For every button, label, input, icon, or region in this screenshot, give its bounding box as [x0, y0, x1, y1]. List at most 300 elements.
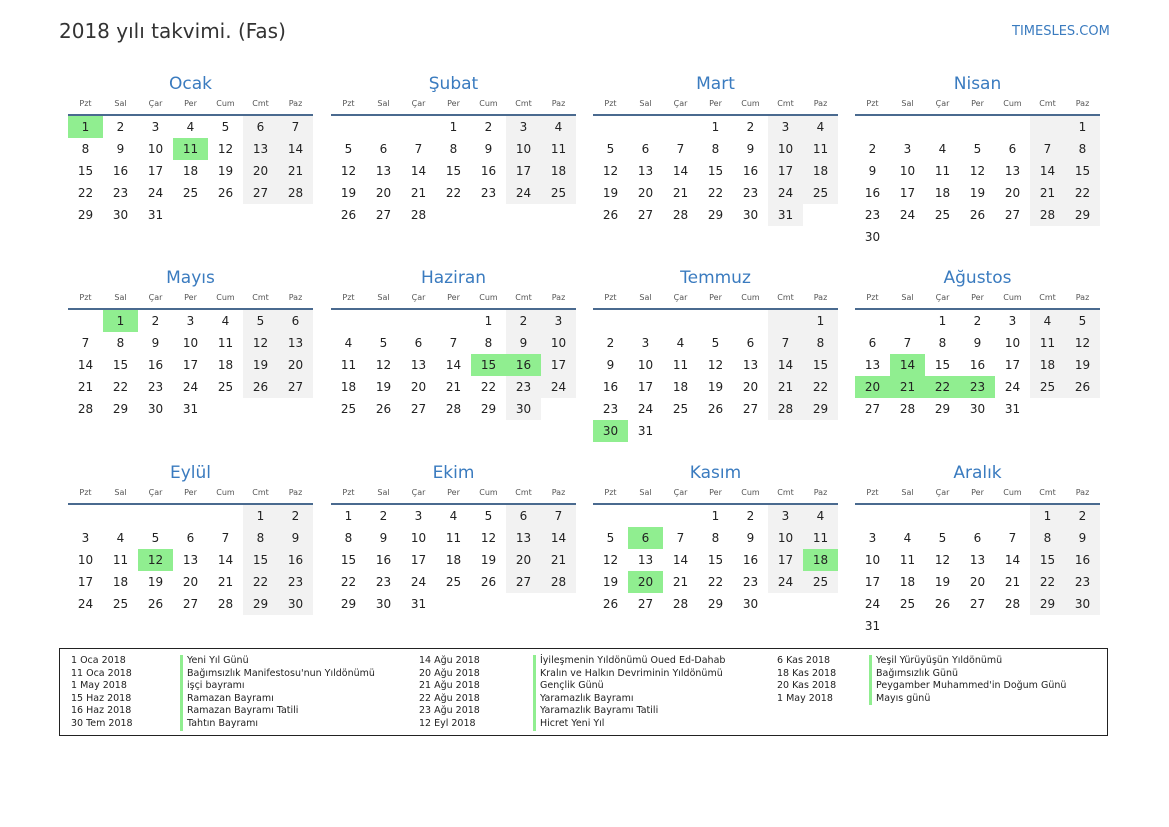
weekday-label: Cmt	[1039, 99, 1056, 108]
month-8	[855, 267, 1100, 420]
day-grid	[68, 116, 313, 226]
legend-dates-col-1	[71, 655, 133, 731]
day-cell: 27	[969, 597, 986, 611]
day-cell: 13	[506, 527, 541, 549]
weekday-label: Cum	[741, 488, 760, 497]
day-cell: 21	[672, 575, 689, 589]
day-cell: 6	[506, 505, 541, 527]
weekday-label: Pzt	[604, 99, 617, 108]
day-cell: 2	[973, 314, 982, 328]
day-cell: 20	[1004, 186, 1021, 200]
holiday-day-cell: 20	[628, 571, 663, 593]
weekday-label: Sal	[901, 293, 914, 302]
day-cell: 13	[182, 553, 199, 567]
weekday-label: Cmt	[515, 99, 532, 108]
legend-date: 18 Kas 2018	[777, 667, 837, 679]
day-cell: 31	[410, 597, 427, 611]
day-cell: 7	[541, 505, 576, 527]
day-cell: 17	[541, 354, 576, 376]
day-cell: 5	[243, 310, 278, 332]
day-cell: 22	[112, 380, 129, 394]
day-cell: 28	[445, 402, 462, 416]
day-cell: 26	[243, 376, 278, 398]
weekday-label: Sal	[114, 293, 127, 302]
weekday-label: Pzt	[866, 293, 879, 302]
day-cell: 21	[1004, 575, 1021, 589]
empty-cell	[401, 310, 436, 332]
day-cell: 7	[81, 336, 90, 350]
weekday-label: Çar	[148, 293, 163, 302]
day-cell: 11	[217, 336, 234, 350]
legend-holiday-name: Ramazan Bayramı	[180, 693, 375, 706]
empty-cell	[68, 505, 103, 527]
day-cell: 7	[221, 531, 230, 545]
day-cell: 1	[1065, 116, 1100, 138]
day-cell: 11	[803, 138, 838, 160]
month-9	[68, 462, 313, 615]
day-cell: 26	[147, 597, 164, 611]
day-cell: 18	[899, 575, 916, 589]
empty-cell	[138, 505, 173, 527]
weekday-label: Pzt	[866, 99, 879, 108]
month-name: Temmuz	[680, 268, 751, 288]
legend-names-col-3	[869, 655, 1066, 705]
month-7	[593, 267, 838, 442]
day-cell: 17	[768, 160, 803, 182]
month-6	[331, 267, 576, 420]
day-cell: 31	[147, 208, 164, 222]
holiday-day-cell: 23	[960, 376, 995, 398]
day-cell: 28	[278, 182, 313, 204]
weekday-label: Paz	[1075, 293, 1090, 302]
day-cell: 20	[410, 380, 427, 394]
day-cell: 8	[803, 332, 838, 354]
day-cell: 26	[1065, 376, 1100, 398]
weekday-label: Pzt	[79, 99, 92, 108]
day-cell: 19	[602, 186, 619, 200]
day-cell: 21	[1030, 182, 1065, 204]
day-cell: 26	[340, 208, 357, 222]
day-cell: 21	[445, 380, 462, 394]
holiday-day-cell: 11	[173, 138, 208, 160]
day-cell: 24	[410, 575, 427, 589]
weekday-label: Cmt	[1039, 293, 1056, 302]
day-grid	[68, 505, 313, 615]
site-link[interactable]: TIMESLES.COM	[1012, 24, 1110, 39]
day-cell: 11	[672, 358, 689, 372]
weekday-header	[593, 485, 838, 501]
weekday-label: Per	[184, 488, 197, 497]
legend-date: 21 Ağu 2018	[419, 680, 480, 692]
day-cell: 19	[480, 553, 497, 567]
weekday-label: Paz	[551, 99, 566, 108]
day-cell: 24	[77, 597, 94, 611]
day-cell: 30	[278, 593, 313, 615]
day-cell: 6	[278, 310, 313, 332]
day-cell: 27	[1004, 208, 1021, 222]
day-cell: 16	[1065, 549, 1100, 571]
day-cell: 26	[602, 597, 619, 611]
day-cell: 9	[606, 358, 615, 372]
holiday-day-cell: 20	[855, 376, 890, 398]
day-cell: 18	[541, 160, 576, 182]
empty-cell	[855, 505, 890, 527]
day-cell: 6	[641, 142, 650, 156]
weekday-label: Cum	[1003, 488, 1022, 497]
weekday-label: Paz	[551, 488, 566, 497]
day-cell: 18	[182, 164, 199, 178]
day-cell: 17	[768, 549, 803, 571]
weekday-label: Cmt	[515, 293, 532, 302]
day-cell: 28	[541, 571, 576, 593]
day-cell: 16	[969, 358, 986, 372]
day-cell: 10	[182, 336, 199, 350]
weekday-label: Sal	[639, 293, 652, 302]
day-cell: 1	[803, 310, 838, 332]
empty-cell	[173, 505, 208, 527]
day-cell: 2	[1065, 505, 1100, 527]
day-cell: 7	[414, 142, 423, 156]
day-cell: 22	[340, 575, 357, 589]
day-cell: 13	[410, 358, 427, 372]
weekday-header	[855, 290, 1100, 306]
day-grid	[593, 116, 838, 226]
day-cell: 28	[768, 398, 803, 420]
empty-cell	[890, 116, 925, 138]
legend-date: 1 May 2018	[777, 692, 833, 704]
day-cell: 11	[340, 358, 357, 372]
day-cell: 21	[77, 380, 94, 394]
day-cell: 2	[606, 336, 615, 350]
day-cell: 8	[484, 336, 493, 350]
empty-cell	[628, 116, 663, 138]
weekday-header	[331, 485, 576, 501]
empty-cell	[768, 310, 803, 332]
month-name: Şubat	[428, 74, 479, 94]
day-cell: 5	[938, 531, 947, 545]
day-cell: 30	[375, 597, 392, 611]
day-grid	[593, 505, 838, 615]
day-cell: 25	[672, 402, 689, 416]
day-cell: 4	[541, 116, 576, 138]
month-12	[855, 462, 1100, 637]
day-cell: 10	[637, 358, 654, 372]
empty-cell	[995, 505, 1030, 527]
day-cell: 26	[707, 402, 724, 416]
day-cell: 15	[707, 164, 724, 178]
day-cell: 1	[938, 314, 947, 328]
page-title: 2018 yılı takvimi. (Fas)	[59, 19, 286, 43]
day-cell: 8	[938, 336, 947, 350]
day-grid	[855, 310, 1100, 420]
day-cell: 29	[1030, 593, 1065, 615]
weekday-label: Cum	[741, 99, 760, 108]
day-cell: 14	[445, 358, 462, 372]
day-cell: 10	[410, 531, 427, 545]
weekday-label: Çar	[935, 99, 950, 108]
day-cell: 25	[803, 182, 838, 204]
day-cell: 9	[379, 531, 388, 545]
day-cell: 14	[217, 553, 234, 567]
day-cell: 10	[768, 138, 803, 160]
day-cell: 4	[344, 336, 353, 350]
day-cell: 17	[410, 553, 427, 567]
day-cell: 29	[77, 208, 94, 222]
day-cell: 27	[182, 597, 199, 611]
day-cell: 6	[973, 531, 982, 545]
day-cell: 1	[711, 120, 720, 134]
day-cell: 5	[484, 509, 493, 523]
day-cell: 3	[81, 531, 90, 545]
day-cell: 25	[934, 208, 951, 222]
weekday-label: Çar	[148, 488, 163, 497]
empty-cell	[68, 310, 103, 332]
day-cell: 26	[480, 575, 497, 589]
holiday-day-cell: 22	[925, 376, 960, 398]
day-cell: 24	[899, 208, 916, 222]
month-2	[331, 73, 576, 226]
day-cell: 23	[112, 186, 129, 200]
day-cell: 14	[672, 164, 689, 178]
day-cell: 24	[1004, 380, 1021, 394]
weekday-label: Paz	[288, 488, 303, 497]
weekday-label: Cmt	[252, 488, 269, 497]
holiday-day-cell: 16	[506, 354, 541, 376]
weekday-label: Cum	[216, 99, 235, 108]
weekday-label: Pzt	[342, 99, 355, 108]
legend-holiday-name: işçi bayramı	[180, 680, 375, 693]
day-cell: 6	[414, 336, 423, 350]
empty-cell	[103, 505, 138, 527]
empty-cell	[890, 505, 925, 527]
day-cell: 23	[506, 376, 541, 398]
day-cell: 9	[973, 336, 982, 350]
day-cell: 18	[217, 358, 234, 372]
empty-cell	[960, 505, 995, 527]
day-cell: 25	[112, 597, 129, 611]
weekday-label: Cmt	[777, 293, 794, 302]
day-cell: 9	[116, 142, 125, 156]
weekday-label: Çar	[411, 488, 426, 497]
day-cell: 3	[186, 314, 195, 328]
day-cell: 21	[278, 160, 313, 182]
day-cell: 30	[742, 208, 759, 222]
day-cell: 9	[746, 531, 755, 545]
day-cell: 23	[1065, 571, 1100, 593]
day-cell: 20	[969, 575, 986, 589]
day-cell: 15	[445, 164, 462, 178]
day-cell: 28	[672, 597, 689, 611]
day-cell: 30	[112, 208, 129, 222]
day-cell: 24	[768, 182, 803, 204]
day-cell: 30	[969, 402, 986, 416]
day-cell: 11	[112, 553, 129, 567]
month-name: Ekim	[432, 463, 475, 483]
day-cell: 1	[1030, 505, 1065, 527]
day-grid	[855, 505, 1100, 637]
weekday-header	[855, 485, 1100, 501]
day-cell: 3	[541, 310, 576, 332]
day-cell: 12	[243, 332, 278, 354]
day-cell: 17	[637, 380, 654, 394]
day-cell: 1	[711, 509, 720, 523]
empty-cell	[401, 116, 436, 138]
day-cell: 7	[278, 116, 313, 138]
day-cell: 5	[711, 336, 720, 350]
legend-date: 14 Ağu 2018	[419, 655, 480, 666]
day-cell: 15	[340, 553, 357, 567]
day-cell: 25	[803, 571, 838, 593]
holiday-legend	[59, 648, 1108, 736]
weekday-label: Per	[709, 99, 722, 108]
day-cell: 7	[768, 332, 803, 354]
day-cell: 10	[768, 527, 803, 549]
day-cell: 8	[711, 531, 720, 545]
day-cell: 23	[864, 208, 881, 222]
day-cell: 19	[217, 164, 234, 178]
weekday-label: Sal	[901, 488, 914, 497]
day-cell: 22	[803, 376, 838, 398]
day-cell: 27	[637, 597, 654, 611]
day-cell: 22	[77, 186, 94, 200]
day-cell: 11	[445, 531, 462, 545]
legend-date: 30 Tem 2018	[71, 717, 133, 729]
day-cell: 4	[676, 336, 685, 350]
day-cell: 5	[973, 142, 982, 156]
empty-cell	[628, 310, 663, 332]
day-cell: 20	[742, 380, 759, 394]
day-cell: 27	[375, 208, 392, 222]
day-grid	[331, 116, 576, 226]
empty-cell	[855, 116, 890, 138]
day-cell: 28	[672, 208, 689, 222]
weekday-header	[68, 96, 313, 112]
weekday-label: Cum	[1003, 293, 1022, 302]
day-cell: 7	[1030, 138, 1065, 160]
weekday-label: Cum	[479, 293, 498, 302]
day-cell: 19	[147, 575, 164, 589]
day-cell: 14	[672, 553, 689, 567]
legend-dates-col-3	[777, 655, 836, 705]
day-cell: 12	[480, 531, 497, 545]
day-cell: 1	[243, 505, 278, 527]
day-cell: 2	[506, 310, 541, 332]
day-cell: 26	[934, 597, 951, 611]
holiday-day-cell: 15	[471, 354, 506, 376]
empty-cell	[960, 116, 995, 138]
day-cell: 4	[116, 531, 125, 545]
day-cell: 6	[186, 531, 195, 545]
day-cell: 5	[606, 531, 615, 545]
legend-holiday-name: Yaramazlık Bayramı	[533, 693, 725, 706]
day-cell: 30	[147, 402, 164, 416]
day-cell: 23	[480, 186, 497, 200]
month-name: Haziran	[420, 268, 487, 288]
day-cell: 2	[379, 509, 388, 523]
day-cell: 23	[602, 402, 619, 416]
day-cell: 14	[410, 164, 427, 178]
weekday-label: Per	[447, 488, 460, 497]
day-cell: 15	[112, 358, 129, 372]
day-cell: 15	[803, 354, 838, 376]
empty-cell	[733, 310, 768, 332]
day-cell: 15	[243, 549, 278, 571]
day-cell: 22	[480, 380, 497, 394]
legend-holiday-name: Gençlik Günü	[533, 680, 725, 693]
day-cell: 3	[903, 142, 912, 156]
day-cell: 25	[182, 186, 199, 200]
day-cell: 3	[641, 336, 650, 350]
day-cell: 19	[340, 186, 357, 200]
day-cell: 17	[182, 358, 199, 372]
weekday-label: Sal	[377, 488, 390, 497]
weekday-label: Paz	[813, 293, 828, 302]
weekday-header	[331, 290, 576, 306]
day-cell: 31	[182, 402, 199, 416]
weekday-label: Per	[971, 99, 984, 108]
legend-date: 1 Oca 2018	[71, 655, 126, 666]
day-cell: 15	[707, 553, 724, 567]
day-cell: 22	[445, 186, 462, 200]
day-cell: 4	[221, 314, 230, 328]
day-cell: 16	[742, 164, 759, 178]
day-cell: 22	[1065, 182, 1100, 204]
holiday-day-cell: 21	[890, 376, 925, 398]
legend-date: 1 May 2018	[71, 680, 127, 692]
day-cell: 16	[375, 553, 392, 567]
day-cell: 28	[899, 402, 916, 416]
day-cell: 24	[637, 402, 654, 416]
day-cell: 27	[637, 208, 654, 222]
empty-cell	[593, 310, 628, 332]
legend-holiday-name: Yeşil Yürüyüşün Yıldönümü	[869, 655, 1066, 668]
day-cell: 16	[480, 164, 497, 178]
day-grid	[331, 505, 576, 615]
holiday-day-cell: 14	[890, 354, 925, 376]
month-3	[593, 73, 838, 226]
day-cell: 13	[637, 164, 654, 178]
day-cell: 24	[147, 186, 164, 200]
day-cell: 8	[711, 142, 720, 156]
month-1	[68, 73, 313, 226]
day-cell: 22	[707, 186, 724, 200]
day-cell: 2	[746, 120, 755, 134]
day-cell: 23	[278, 571, 313, 593]
day-cell: 6	[1008, 142, 1017, 156]
day-cell: 2	[116, 120, 125, 134]
day-cell: 12	[375, 358, 392, 372]
day-cell: 23	[375, 575, 392, 589]
weekday-label: Cum	[741, 293, 760, 302]
legend-holiday-name: Yaramazlık Bayramı Tatili	[533, 705, 725, 718]
day-cell: 5	[151, 531, 160, 545]
day-cell: 14	[541, 527, 576, 549]
day-cell: 15	[934, 358, 951, 372]
weekday-header	[68, 485, 313, 501]
day-cell: 14	[768, 354, 803, 376]
legend-dates-col-2	[419, 655, 480, 731]
day-cell: 4	[186, 120, 195, 134]
day-cell: 22	[1030, 571, 1065, 593]
day-cell: 2	[484, 120, 493, 134]
empty-cell	[925, 505, 960, 527]
day-cell: 20	[182, 575, 199, 589]
day-cell: 19	[969, 186, 986, 200]
day-grid	[855, 116, 1100, 248]
day-cell: 13	[637, 553, 654, 567]
weekday-label: Paz	[288, 293, 303, 302]
day-cell: 14	[77, 358, 94, 372]
